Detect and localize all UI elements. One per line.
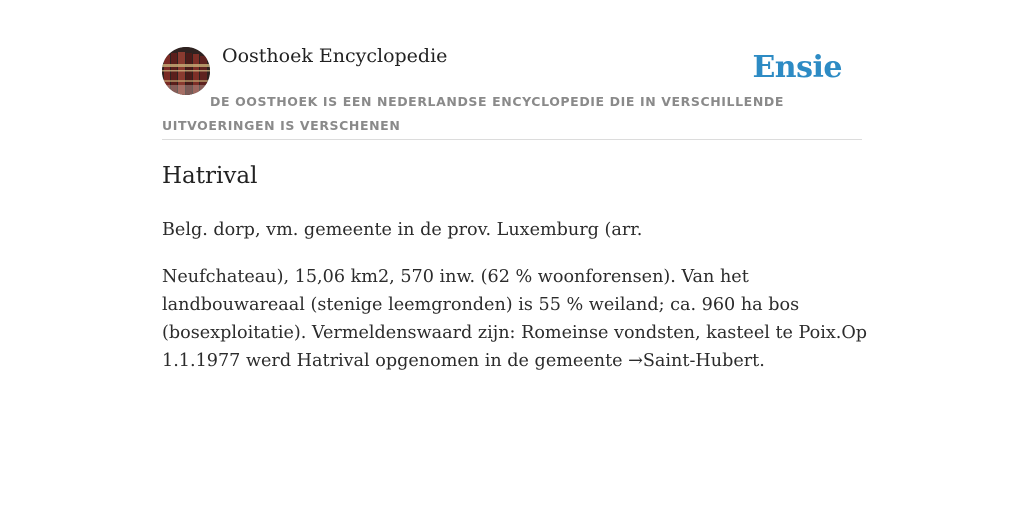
source-avatar[interactable] (162, 47, 210, 95)
book-spines-icon (162, 47, 210, 95)
source-title[interactable]: Oosthoek Encyclopedie (222, 45, 448, 67)
article-paragraph-1: Belg. dorp, vm. gemeente in de prov. Luxemburg (arr. (162, 220, 643, 240)
source-subtitle: DE OOSTHOEK IS EEN NEDERLANDSE ENCYCLOPEDIE DIE IN VERSCHILLENDE UITVOERINGEN IS VERSCHENEN (162, 94, 784, 133)
saint-hubert-link[interactable]: →Saint-Hubert (628, 351, 760, 371)
header (162, 0, 862, 140)
page (162, 0, 868, 371)
brand-logo[interactable]: Ensie (752, 50, 842, 85)
paragraph-2-end: . (759, 351, 765, 371)
paragraph-2-text: Neufchateau), 15,06 km2, 570 inw. (62 % woonforensen). Van het landbouwareaal (stenige leemgronden) is 55 % weiland; ca. 960 ha bos (bosexploitatie). Vermeldenswaard zijn: Romeinse vondsten, kasteel te Poix.Op 1.1.1977 werd Hatrival opgenomen in de gemeente (162, 267, 868, 371)
article-paragraph-2 (162, 263, 868, 375)
article-title: Hatrival (162, 163, 258, 189)
